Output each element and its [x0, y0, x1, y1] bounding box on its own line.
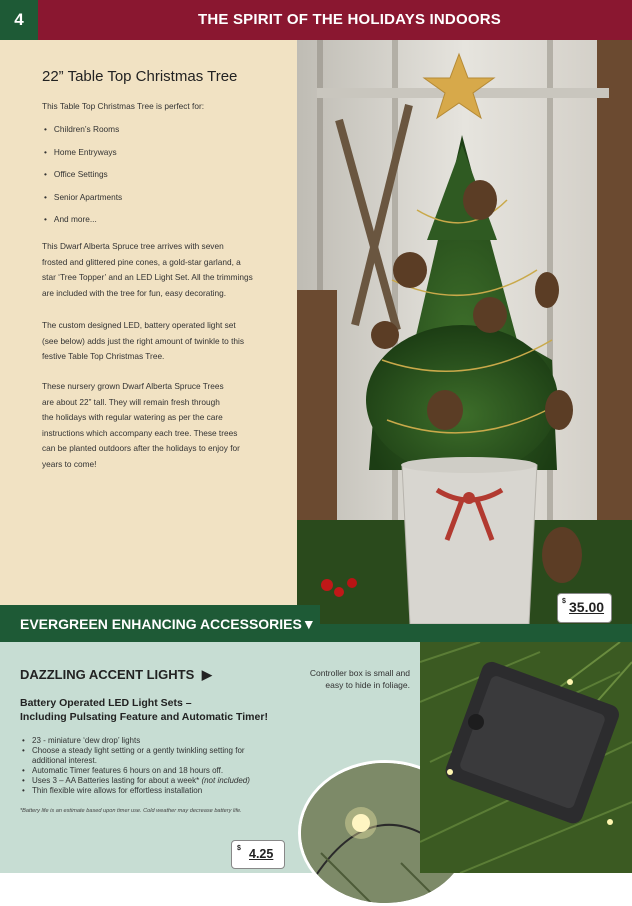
text-line: Controller box is small and	[309, 668, 410, 678]
price-value: 35.00	[569, 599, 605, 615]
care-paragraph	[42, 379, 272, 472]
accessories-heading	[20, 605, 316, 642]
list-item: • Choose a steady light setting or a gently twinkling setting for additional interest.	[22, 746, 277, 766]
tree-illustration	[297, 40, 632, 624]
lights-title-text: DAZZLING ACCENT LIGHTS	[20, 667, 195, 682]
features-list	[22, 736, 277, 796]
text-line: are included with the tree for fun, easy decorating.	[42, 287, 227, 298]
list-item	[22, 776, 277, 786]
text-line: the holidays with regular watering as per the care	[42, 412, 223, 422]
text-line: These nursery grown Dwarf Alberta Spruce Trees	[42, 381, 224, 391]
text-line: This Dwarf Alberta Spruce tree arrives with seven	[42, 241, 224, 251]
price-value: 4.25	[249, 847, 274, 861]
controller-illustration	[420, 642, 632, 873]
triangle-right-icon: ▶	[201, 667, 212, 682]
fine-print: *Battery life is an estimate based upon timer use. Cold weather may decrease battery life.	[20, 808, 242, 814]
text-line: instructions which accompany each tree. These trees	[42, 427, 238, 438]
list-item: • 23 - miniature ‘dew drop’ lights	[22, 736, 277, 746]
text-line: are about 22” tall. They will remain fresh through	[42, 396, 220, 407]
currency-symbol: $	[237, 845, 241, 852]
page-number: 4	[0, 0, 38, 40]
text-line: years to come!	[42, 458, 97, 469]
controller-note	[270, 667, 410, 691]
lights-price-tag	[231, 840, 285, 869]
lights-title	[20, 667, 212, 683]
currency-symbol: $	[562, 598, 566, 605]
list-item: • And more...	[44, 214, 122, 237]
controller-photo	[420, 642, 632, 873]
tree-price-tag	[557, 593, 612, 623]
list-item: • Thin flexible wire allows for effortless installation	[22, 786, 277, 796]
text-line: frosted and glittered pine cones, a gold-star garland, a	[42, 256, 241, 267]
text-line: The custom designed LED, battery operated light set	[42, 320, 236, 330]
description-paragraph	[42, 239, 272, 301]
text-line: can be planted outdoors after the holidays to enjoy for	[42, 443, 240, 453]
intro-text: This Table Top Christmas Tree is perfect for:	[42, 101, 205, 111]
uses-list	[44, 124, 122, 237]
lights-subtitle-2: Including Pulsating Feature and Automatic Timer!	[20, 711, 268, 723]
list-item: • Children’s Rooms	[44, 124, 122, 147]
tree-photo	[297, 40, 632, 624]
text-line: easy to hide in foliage.	[325, 680, 410, 690]
list-item: • Office Settings	[44, 169, 122, 192]
text: Uses 3 – AA Batteries lasting for about a week*	[32, 776, 202, 785]
section-title: THE SPIRIT OF THE HOLIDAYS INDOORS	[198, 11, 501, 28]
product-title: 22” Table Top Christmas Tree	[42, 68, 238, 85]
note: (not included)	[201, 776, 250, 785]
list-item: • Senior Apartments	[44, 192, 122, 215]
list-item: • Home Entryways	[44, 147, 122, 170]
triangle-down-icon: ▼	[301, 616, 316, 632]
text-line: (see below) adds just the right amount of twinkle to this	[42, 335, 244, 346]
list-item: • Automatic Timer features 6 hours on and 18 hours off.	[22, 766, 277, 776]
lights-subtitle-1: Battery Operated LED Light Sets –	[20, 697, 192, 709]
accessories-heading-text: EVERGREEN ENHANCING ACCESSORIES	[20, 616, 302, 632]
text-line: festive Table Top Christmas Tree.	[42, 351, 165, 361]
text-line: star ‘Tree Topper’ and an LED Light Set. All the trimmings	[42, 272, 253, 282]
lights-paragraph	[42, 318, 272, 365]
band-strip	[320, 624, 632, 642]
